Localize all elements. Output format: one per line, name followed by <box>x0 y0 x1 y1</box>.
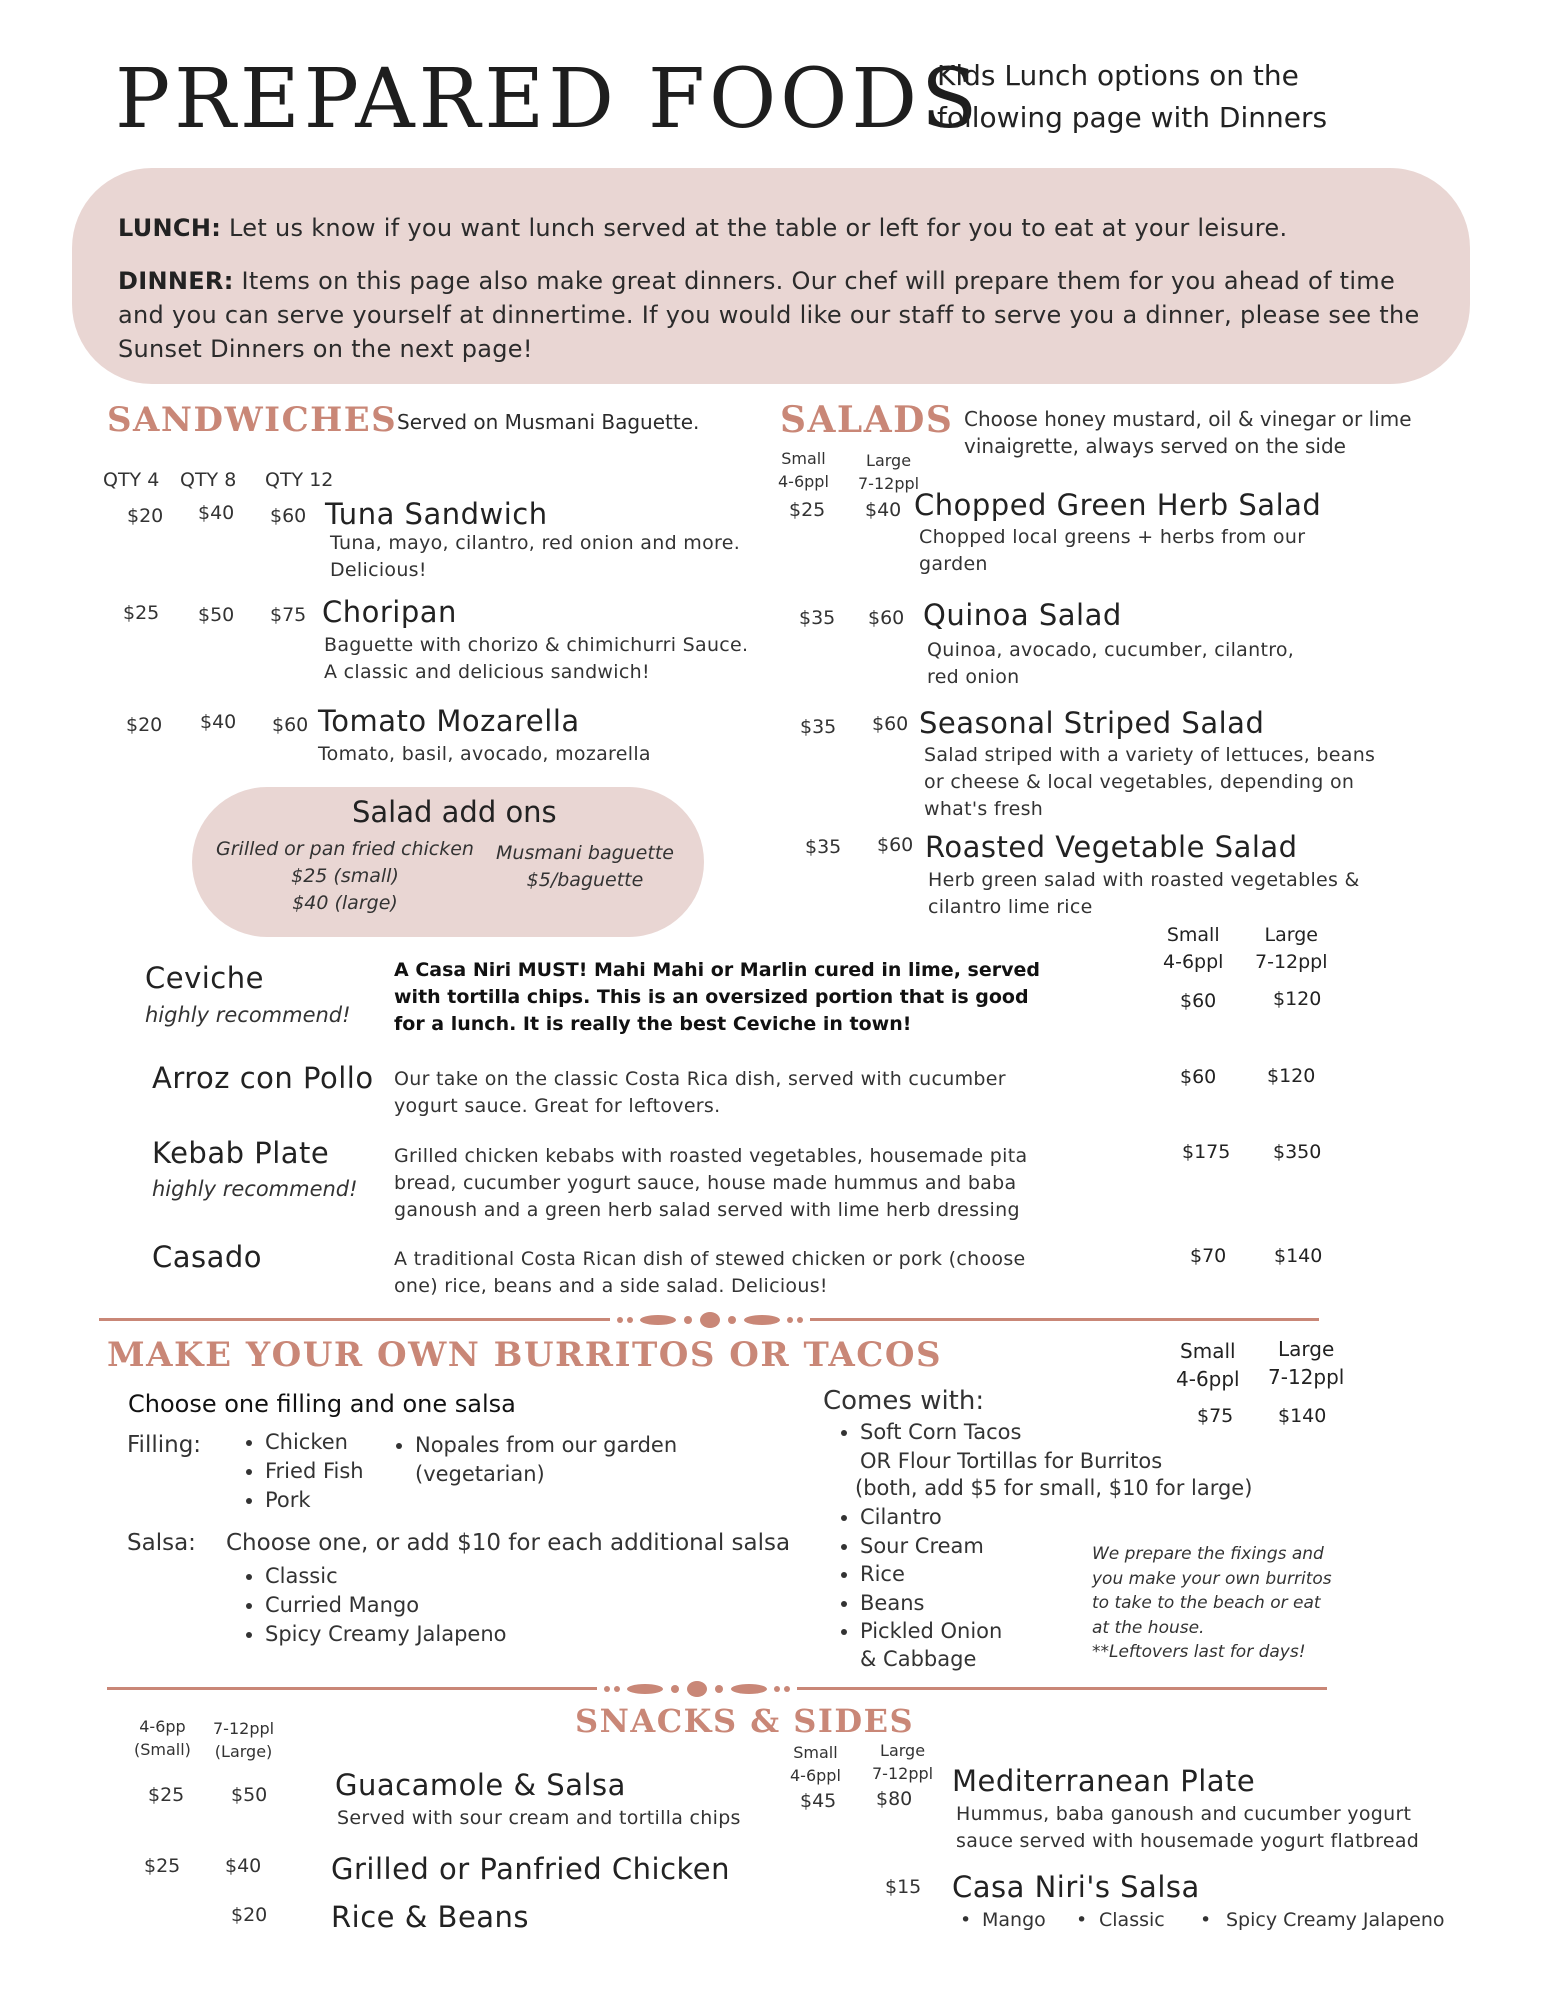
size-sub: 7-12ppl <box>872 1764 934 1783</box>
list-item: • Pork <box>265 1486 364 1515</box>
price: $60 <box>1180 1066 1217 1088</box>
cw-cabbage: & Cabbage <box>860 1647 977 1671</box>
addon-baguette <box>490 840 680 894</box>
sandwiches-subtitle: Served on Musmani Baguette. <box>397 410 700 434</box>
salads-heading: SALADS <box>780 399 954 441</box>
size-label: Small <box>1180 1339 1236 1363</box>
main-name: Ceviche <box>145 961 264 995</box>
sandwich-desc: Baguette with chorizo & chimichurri Sauce. <box>324 634 749 656</box>
filling-line2: (vegetarian) <box>415 1462 545 1486</box>
main-note: highly recommend! <box>152 1177 358 1201</box>
salad-desc: Chopped local greens + herbs from our garden <box>919 526 1306 575</box>
size-label: Large <box>1264 924 1318 946</box>
price: $60 <box>877 834 914 856</box>
price: $40 <box>865 499 902 521</box>
price: $35 <box>805 836 842 858</box>
size-label: Large <box>866 451 912 470</box>
price: $75 <box>270 604 307 626</box>
price: $15 <box>885 1876 922 1898</box>
main-note: highly recommend! <box>145 1003 351 1027</box>
price: $75 <box>1197 1405 1234 1427</box>
price: $40 <box>198 502 235 524</box>
price: $35 <box>800 716 837 738</box>
burritos-choose: Choose one filling and one salsa <box>128 1390 516 1418</box>
note-line: you make your own burritos <box>1092 1568 1332 1589</box>
price: $40 <box>200 711 237 733</box>
salads-large-header <box>858 449 919 495</box>
price: $60 <box>272 714 309 736</box>
salad-name: Quinoa Salad <box>923 598 1122 632</box>
note-line: **Leftovers last for days! <box>1092 1642 1306 1662</box>
salads-small-header <box>778 447 829 493</box>
salads-subtitle-line2: vinaigrette, always served on the side <box>964 434 1346 458</box>
bullet-icon: • <box>1076 1909 1088 1931</box>
price: $120 <box>1273 988 1322 1010</box>
price: $25 <box>123 602 160 624</box>
price: $60 <box>868 607 905 629</box>
salsa-instructions: Choose one, or add $10 for each additional salsa <box>226 1530 791 1556</box>
price: $60 <box>872 713 909 735</box>
qty-header: QTY 12 <box>265 469 334 491</box>
cw-tacos: Soft Corn Tacos <box>860 1420 1022 1444</box>
list-item: • Classic <box>265 1562 507 1591</box>
price: $35 <box>799 607 836 629</box>
sandwich-desc: Tuna, mayo, cilantro, red onion and more. <box>330 532 741 554</box>
price: $140 <box>1274 1245 1323 1267</box>
price: $25 <box>144 1855 181 1877</box>
main-name: Casado <box>152 1240 263 1274</box>
sandwich-name: Choripan <box>322 595 457 629</box>
sandwich-desc: Delicious! <box>330 559 427 581</box>
snacks-right-large-header <box>872 1739 933 1785</box>
salad-name: Chopped Green Herb Salad <box>914 488 1322 522</box>
size-sub: 7-12ppl <box>1268 1365 1345 1389</box>
list-item: • Rice <box>860 1560 1002 1589</box>
snack-name: Guacamole & Salsa <box>335 1768 626 1802</box>
snack-name: Mediterranean Plate <box>952 1764 1256 1798</box>
salads-subtitle-line1: Choose honey mustard, oil & vinegar or lime <box>964 407 1412 431</box>
salad-desc: Salad striped with a variety of lettuces, beans or cheese & local vegetables, depending on what's fresh <box>924 744 1376 820</box>
main-desc: Our take on the classic Costa Rica dish, served with cucumber yogurt sauce. Great for leftovers. <box>394 1068 1006 1117</box>
note-line: We prepare the fixings and <box>1092 1544 1324 1564</box>
page-title: PREPARED FOODS <box>115 52 982 147</box>
size-label: 7-12ppl <box>213 1719 275 1738</box>
list-item <box>860 1418 1162 1476</box>
salads-subtitle <box>964 406 1412 460</box>
salad-name: Roasted Vegetable Salad <box>925 830 1298 864</box>
cw-both: (both, add $5 for small, $10 for large) <box>855 1476 1253 1500</box>
addon-baguette-name: Musmani baguette <box>496 842 674 864</box>
main-desc: Grilled chicken kebabs with roasted vegetables, housemade pita bread, cucumber yogurt sauce, house made hummus and baba ganoush and a green herb salad served with lime herb dressing <box>394 1145 1028 1221</box>
snack-name: Rice & Beans <box>331 1900 530 1934</box>
list-item: • Chicken <box>265 1428 364 1457</box>
sandwiches-heading: SANDWICHES <box>107 400 398 440</box>
size-sub: 4-6ppl <box>778 472 829 491</box>
qty-header: QTY 4 <box>103 469 160 491</box>
size-label: Small <box>781 449 826 468</box>
price: $50 <box>231 1784 268 1806</box>
size-label: Large <box>1278 1337 1335 1361</box>
comes-with-heading: Comes with: <box>823 1386 985 1416</box>
list-item: • Spicy Creamy Jalapeno <box>265 1620 507 1649</box>
size-label: Small <box>793 1743 838 1762</box>
price: $80 <box>876 1788 913 1810</box>
dinner-text: Items on this page also make great dinners. Our chef will prepare them for you ahead of time and you can serve yourself at dinnertime. If you would like our staff to serve you a dinner, please see the Sunset Dinners on the next page! <box>118 267 1420 363</box>
salad-name: Seasonal Striped Salad <box>919 706 1265 740</box>
dinner-paragraph <box>118 264 1448 366</box>
burritos-note <box>1092 1542 1332 1665</box>
sandwich-name: Tomato Mozarella <box>318 704 580 738</box>
addon-baguette-price: $5/baguette <box>526 869 644 891</box>
lunch-text: Let us know if you want lunch served at the table or left for you to eat at your leisure. <box>221 214 1288 242</box>
size-label: Small <box>1166 924 1220 946</box>
kids-note-line2: following page with Dinners <box>937 101 1328 134</box>
size-sub: 4-6ppl <box>790 1766 841 1785</box>
divider-ornament <box>597 1678 797 1698</box>
filling-label: Filling: <box>127 1432 202 1458</box>
price: $60 <box>1180 990 1217 1012</box>
list-item <box>415 1431 677 1489</box>
list-item: • Sour Cream <box>860 1532 1002 1561</box>
kids-note-line1: Kids Lunch options on the <box>937 59 1299 92</box>
price: $25 <box>148 1784 185 1806</box>
note-line: at the house. <box>1092 1617 1205 1638</box>
price: $60 <box>270 505 307 527</box>
sandwich-desc: Tomato, basil, avocado, mozarella <box>318 743 651 765</box>
snacks-large-header <box>213 1717 274 1763</box>
salsa-list <box>239 1562 507 1649</box>
size-sub: (Small) <box>134 1740 191 1759</box>
salad-desc: Quinoa, avocado, cucumber, cilantro, red onion <box>927 639 1295 688</box>
snacks-right-small-header <box>790 1741 841 1787</box>
addon-chicken-name: Grilled or pan fried chicken <box>216 838 474 860</box>
list-item: • Beans <box>860 1589 1002 1618</box>
filling-line1: Nopales from our garden <box>415 1433 678 1457</box>
sandwich-desc: A classic and delicious sandwich! <box>324 661 650 683</box>
addon-chicken <box>215 836 475 917</box>
salsa-option: Mango <box>982 1909 1046 1931</box>
divider-ornament <box>610 1309 810 1329</box>
salad-desc: Herb green salad with roasted vegetables & cilantro lime rice <box>928 869 1360 918</box>
size-sub: 4-6ppl <box>1176 1367 1240 1391</box>
dinner-label: DINNER: <box>118 267 234 295</box>
list-item: • Fried Fish <box>265 1457 364 1486</box>
price: $40 <box>225 1855 262 1877</box>
qty-header: QTY 8 <box>180 469 237 491</box>
addons-title: Salad add ons <box>352 795 557 829</box>
price: $120 <box>1267 1065 1316 1087</box>
snacks-small-header <box>134 1715 191 1761</box>
size-label: 4-6pp <box>139 1717 186 1736</box>
salsa-option: Spicy Creamy Jalapeno <box>1226 1909 1445 1931</box>
price: $140 <box>1278 1405 1327 1427</box>
price: $70 <box>1190 1245 1227 1267</box>
lunch-label: LUNCH: <box>118 214 222 242</box>
addon-chicken-large: $40 (large) <box>292 892 398 914</box>
price: $20 <box>231 1904 268 1926</box>
burritos-small-header <box>1176 1337 1240 1393</box>
burritos-large-header <box>1268 1335 1344 1391</box>
main-name: Arroz con Pollo <box>152 1061 374 1095</box>
size-sub: 4-6ppl <box>1163 951 1224 973</box>
kids-note <box>937 55 1327 139</box>
snacks-heading: SNACKS & SIDES <box>575 1702 915 1740</box>
price: $50 <box>198 604 235 626</box>
price: $20 <box>127 505 164 527</box>
filling-list <box>239 1428 364 1515</box>
note-line: to take to the beach or eat <box>1092 1593 1321 1613</box>
main-name: Kebab Plate <box>152 1136 330 1170</box>
price: $20 <box>126 714 163 736</box>
comes-with-list <box>834 1418 1162 1476</box>
price: $350 <box>1273 1141 1322 1163</box>
salsa-option: Classic <box>1099 1909 1165 1931</box>
price: $175 <box>1182 1141 1231 1163</box>
comes-with-list-2 <box>834 1503 1002 1646</box>
main-desc: A traditional Costa Rican dish of stewed chicken or pork (choose one) rice, beans and a side salad. Delicious! <box>394 1248 1026 1297</box>
addon-chicken-small: $25 (small) <box>291 865 399 887</box>
snack-desc: Served with sour cream and tortilla chips <box>337 1807 741 1829</box>
size-label: Large <box>880 1741 926 1760</box>
list-item: • Cilantro <box>860 1503 1002 1532</box>
salsa-label: Salsa: <box>127 1530 196 1556</box>
snack-desc: Hummus, baba ganoush and cucumber yogurt <box>956 1803 1412 1825</box>
bullet-icon: • <box>1200 1909 1212 1931</box>
main-desc: A Casa Niri MUST! Mahi Mahi or Marlin cured in lime, served with tortilla chips. This is an oversized portion that is good for a lunch. It is really the best Ceviche in town! <box>394 959 1040 1035</box>
burritos-heading: MAKE YOUR OWN BURRITOS OR TACOS <box>107 1335 943 1375</box>
mains-small-header <box>1163 922 1223 976</box>
snack-name: Grilled or Panfried Chicken <box>331 1852 731 1886</box>
price: $45 <box>800 1790 837 1812</box>
list-item: • Pickled Onion <box>860 1617 1002 1646</box>
mains-large-header <box>1255 922 1328 976</box>
size-sub: 7-12ppl <box>1255 951 1328 973</box>
size-sub: 7-12ppl <box>858 474 920 493</box>
snack-desc: sauce served with housemade yogurt flatbread <box>956 1830 1420 1852</box>
cw-or: OR Flour Tortillas for Burritos <box>860 1449 1163 1473</box>
snack-name: Casa Niri's Salsa <box>952 1870 1200 1904</box>
list-item: • Curried Mango <box>265 1591 507 1620</box>
size-sub: (Large) <box>214 1742 273 1761</box>
filling-list-2 <box>389 1431 677 1489</box>
sandwich-name: Tuna Sandwich <box>325 497 548 531</box>
price: $25 <box>789 499 826 521</box>
lunch-paragraph <box>118 211 1448 245</box>
bullet-icon: • <box>960 1909 972 1931</box>
